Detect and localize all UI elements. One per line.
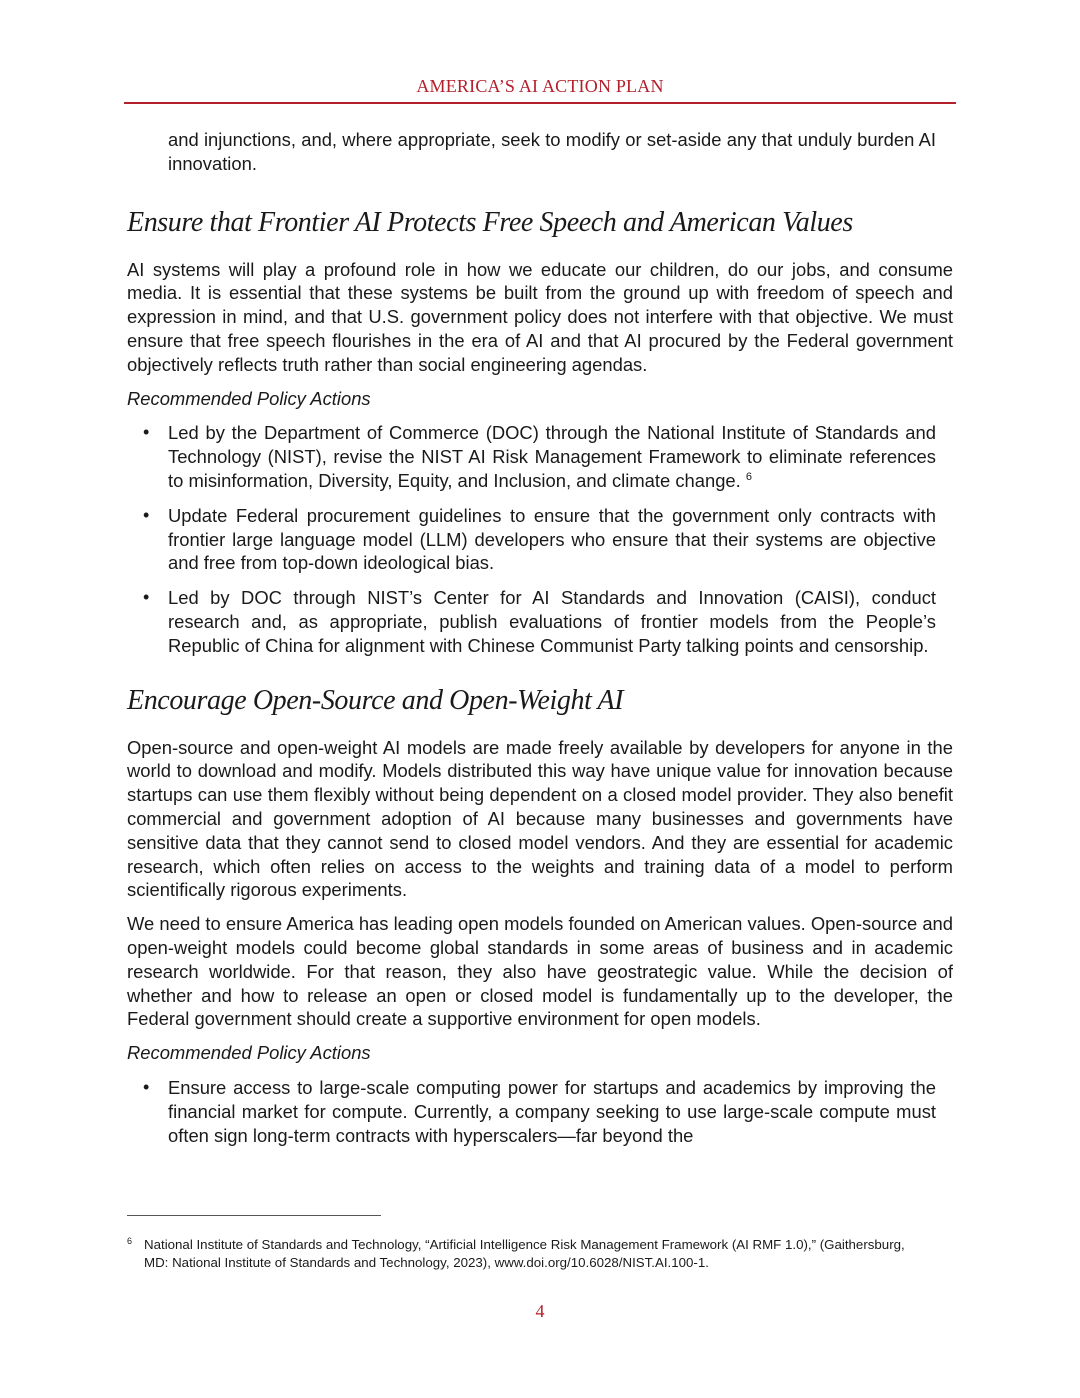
actions-list-free-speech [127,421,953,657]
section-body-free-speech: AI systems will play a profound role in how we educate our children, do our jobs, and consume media. It is essential that these systems be built from the ground up with freedom of speech and expression in mind, and that U.S. government policy does not interfere with that objective. We must ensure that free speech flourishes in the era of AI and that AI procured by the Federal government objectively reflects truth rather than social engineering agendas. [127,258,953,375]
section-heading-free-speech: Ensure that Frontier AI Protects Free Speech and American Values [127,206,853,238]
action-text: Ensure access to large-scale computing power for startups and academics by improving the financial market for compute. Currently, a company seeking to use large-scale compute must often sign long-term contracts with hyperscalers—far beyond the [168,1076,936,1146]
list-item [127,504,936,575]
list-item [127,1076,936,1147]
action-text: Led by the Department of Commerce (DOC) through the National Institute of Standards and Technology (NIST), revise the NIST AI Risk Management Framework to eliminate references to misinformation, Diversity, Equity, and Inclusion, and climate change. [168,422,936,491]
header-rule [124,102,956,104]
footnote-ref[interactable]: 6 [745,470,753,483]
page-content [127,128,953,1158]
section-heading-open-source: Encourage Open-Source and Open-Weight AI [127,684,624,716]
footnote-number: 6 [127,1236,133,1246]
list-item [127,421,936,492]
actions-list-open-source [127,1076,953,1147]
bullet-icon: • [143,1076,150,1097]
action-text: Update Federal procurement guidelines to ensure that the government only contracts with frontier large language model (LLM) developers who ensure that their systems are objective and free from top-down ideological bias. [168,504,936,574]
footnote [127,1236,927,1271]
section-body-open-source-1: Open-source and open-weight AI models are made freely available by developers for anyone in the world to download and modify. Models distributed this way have unique value for innovation because startups can use them flexibly without being dependent on a closed model provider. They also benefit commercial and government adoption of AI because many businesses and governments have sensitive data that they cannot send to closed model vendors. And they are essential for academic research, which often relies on access to the weights and training data of a model to perform scientifically rigorous experiments. [127,736,953,901]
running-header: AMERICA’S AI ACTION PLAN [416,76,664,96]
bullet-icon: • [143,587,150,608]
footnote-text: National Institute of Standards and Technology, “Artificial Intelligence Risk Management Framework (AI RMF 1.0),” (Gaithersburg, MD: National Institute of Standards and Technology, 2023), www.doi.org/10.6028/NIST.AI.100-1. [144,1237,905,1270]
continued-list-item: and injunctions, and, where appropriate, seek to modify or set-aside any that unduly burden AI innovation. [168,129,936,174]
footnote-rule [127,1215,381,1216]
section-body-open-source-2: We need to ensure America has leading open models founded on American values. Open-source and open-weight models could become global standards in some areas of business and in academic research worldwide. For that reason, they also have geostrategic value. While the decision of whether and how to release an open or closed model is fundamentally up to the developer, the Federal government should create a supportive environment for open models. [127,913,953,1030]
actions-label-open-source: Recommended Policy Actions [127,1042,371,1064]
bullet-icon: • [143,504,150,525]
action-text: Led by DOC through NIST’s Center for AI Standards and Innovation (CAISI), conduct research and, as appropriate, publish evaluations of frontier models from the People’s Republic of China for alignment with Chinese Communist Party talking points and censorship. [168,587,936,656]
page-number: 4 [535,1301,545,1321]
actions-label-free-speech: Recommended Policy Actions [127,387,371,409]
bullet-icon: • [143,422,150,443]
list-item [127,586,936,657]
